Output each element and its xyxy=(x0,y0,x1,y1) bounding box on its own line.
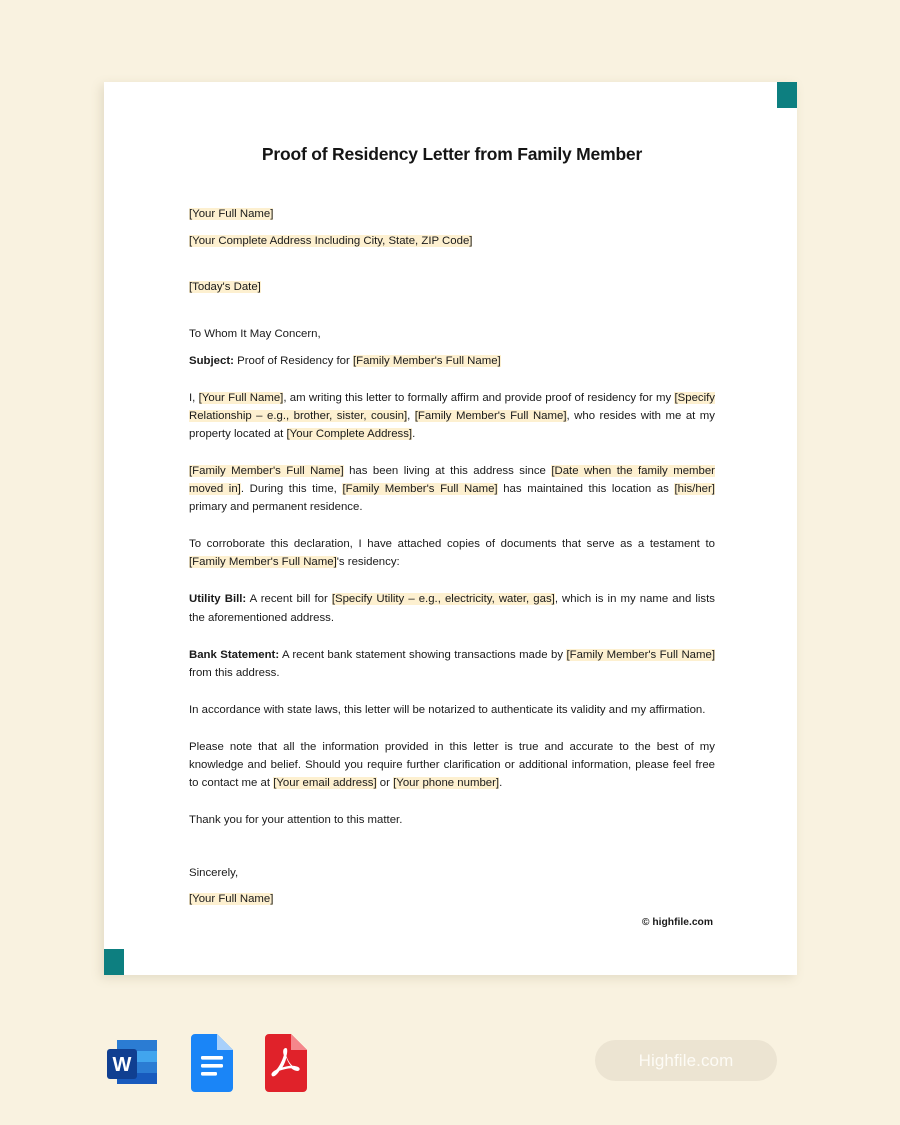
family-member-name-placeholder: [Family Member's Full Name] xyxy=(342,483,498,496)
sender-name xyxy=(189,206,715,224)
address-placeholder: [Your Complete Address] xyxy=(286,428,413,441)
spacer xyxy=(189,829,715,865)
svg-text:W: W xyxy=(112,1054,132,1076)
text-fragment: . During this time, xyxy=(240,483,343,496)
text-fragment: To corroborate this declaration, I have attached copies of documents that serve as a testament to xyxy=(189,538,715,551)
paragraph-utility-bill xyxy=(189,590,715,626)
relationship-placeholder: [Specify Relationship – e.g., brother, sister, cousin] xyxy=(189,392,715,423)
text-fragment: . xyxy=(412,428,416,441)
word-document-icon[interactable] xyxy=(101,1030,165,1094)
spacer xyxy=(189,627,715,646)
page-title: Proof of Residency Letter from Family Member xyxy=(261,144,643,164)
paragraph-thank-you: Thank you for your attention to this matter. xyxy=(189,813,403,826)
phone-placeholder: [Your phone number] xyxy=(393,776,500,789)
move-in-date-placeholder: [Date when the family member moved in] xyxy=(189,465,715,496)
pronoun-placeholder: [his/her] xyxy=(674,483,715,496)
date-placeholder: [Today's Date] xyxy=(189,281,261,294)
spacer xyxy=(189,516,715,535)
pdf-document-icon[interactable] xyxy=(257,1030,313,1094)
utility-bill-label: Utility Bill: xyxy=(189,593,247,606)
your-name-placeholder: [Your Full Name] xyxy=(198,392,284,405)
letter-body xyxy=(189,144,715,909)
sender-address xyxy=(189,233,715,251)
salutation: To Whom It May Concern, xyxy=(189,328,321,341)
text-fragment: A recent bank statement showing transactions made by xyxy=(279,648,567,661)
family-member-name-placeholder: [Family Member's Full Name] xyxy=(189,556,337,569)
paragraph-affirmation xyxy=(189,389,715,443)
subject-label: Subject: xyxy=(189,354,234,367)
text-fragment: from this address. xyxy=(189,666,280,679)
paragraph-corroboration xyxy=(189,535,715,571)
spacer xyxy=(189,792,715,811)
text-fragment: or xyxy=(376,776,394,789)
text-fragment: I, xyxy=(189,392,199,405)
footer-credit: © highfile.com xyxy=(641,917,713,928)
paragraph-accuracy-statement xyxy=(189,738,715,792)
signature-name-placeholder: [Your Full Name] xyxy=(189,893,274,906)
family-member-name-placeholder: [Family Member's Full Name] xyxy=(189,465,344,478)
text-fragment: has maintained this location as xyxy=(497,483,675,496)
download-format-list xyxy=(101,1030,313,1094)
subject-text: Proof of Residency for xyxy=(233,354,353,367)
utility-type-placeholder: [Specify Utility – e.g., electricity, water, gas] xyxy=(331,593,555,606)
text-fragment: , who resides with me at my property located at xyxy=(189,410,715,441)
spacer xyxy=(189,344,715,353)
letter-date xyxy=(189,279,715,297)
text-fragment: has been living at this address since xyxy=(343,465,552,478)
paragraph-residency-duration xyxy=(189,462,715,516)
family-member-name-placeholder: [Family Member's Full Name] xyxy=(566,648,715,661)
spacer xyxy=(189,443,715,462)
text-fragment: . xyxy=(499,776,503,789)
bank-statement-label: Bank Statement: xyxy=(189,648,280,661)
google-docs-icon[interactable] xyxy=(183,1030,239,1094)
spacer xyxy=(189,882,715,891)
text-fragment: , xyxy=(407,410,415,423)
text-fragment: Please note that all the information provided in this letter is true and accurate to the best of my knowledge and belief. Should you require further clarification or additional information, please feel free to contact me at xyxy=(189,740,715,789)
spacer xyxy=(189,682,715,701)
accent-bar-top-right xyxy=(777,82,797,108)
subject-name-placeholder: [Family Member's Full Name] xyxy=(352,354,501,367)
text-fragment: A recent bill for xyxy=(246,593,332,606)
brand-label: Highfile.com xyxy=(638,1050,734,1070)
spacer xyxy=(189,250,715,279)
spacer xyxy=(189,224,715,233)
paragraph-notarization: In accordance with state laws, this letter will be notarized to authenticate its validity and my affirmation. xyxy=(189,703,706,716)
spacer xyxy=(189,571,715,590)
text-fragment: 's residency: xyxy=(336,556,400,569)
paragraph-bank-statement xyxy=(189,646,715,682)
family-member-name-placeholder: [Family Member's Full Name] xyxy=(414,410,567,423)
sender-address-placeholder: [Your Complete Address Including City, State, ZIP Code] xyxy=(189,234,473,247)
closing: Sincerely, xyxy=(189,866,239,879)
accent-bar-bottom-left xyxy=(104,949,124,975)
document-page xyxy=(104,82,797,975)
brand-watermark-button[interactable] xyxy=(595,1040,777,1081)
email-placeholder: [Your email address] xyxy=(273,776,377,789)
spacer xyxy=(189,370,715,389)
spacer xyxy=(189,297,715,326)
subject-line xyxy=(189,353,715,371)
spacer xyxy=(189,719,715,738)
text-fragment: , am writing this letter to formally affirm and provide proof of residency for my xyxy=(283,392,675,405)
text-fragment: primary and permanent residence. xyxy=(189,501,363,514)
sender-name-placeholder: [Your Full Name] xyxy=(189,208,274,220)
text-fragment: , which is in my name and lists the aforementioned address. xyxy=(189,593,715,624)
signature-block xyxy=(189,891,715,909)
